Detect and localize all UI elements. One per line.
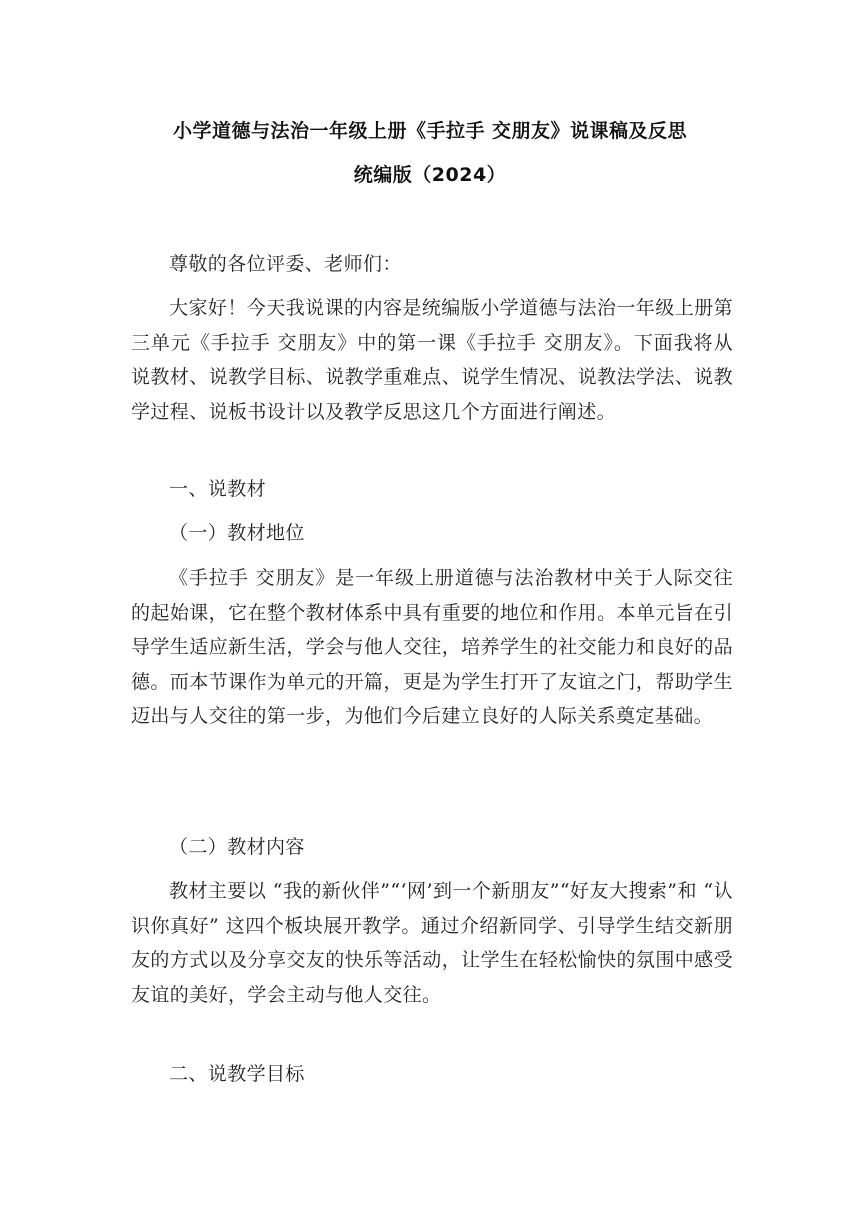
section-1-heading: 一、说教材	[169, 478, 267, 500]
section-2-heading: 二、说教学目标	[169, 1063, 305, 1085]
document-subtitle: 统编版（2024）	[353, 164, 507, 186]
intro-paragraph: 大家好！今天我说课的内容是统编版小学道德与法治一年级上册第三单元《手拉手 交朋友》中的第一课《手拉手 交朋友》。下面我将从说教材、说教学目标、说教学重难点、说学生情况、说教法学法、说教学过程、说板书设计以及教学反思这几个方面进行阐述。	[131, 297, 733, 423]
section-1-subheading-1: （一）教材地位	[169, 522, 305, 544]
section-1-paragraph-2: 教材主要以 “我的新伙伴”“‘网’到一个新朋友”“好友大搜索”和 “认识你真好” 这四个板块展开教学。通过介绍新同学、引导学生结交新朋友的方式以及分享交友的快乐等活动，让学生在轻松愉快的氛围中感受友谊的美好，学会主动与他人交往。	[131, 880, 733, 1006]
greeting: 尊敬的各位评委、老师们：	[169, 253, 402, 275]
section-1-paragraph-1: 《手拉手 交朋友》是一年级上册道德与法治教材中关于人际交往的起始课，它在整个教材体系中具有重要的地位和作用。本单元旨在引导学生适应新生活，学会与他人交往，培养学生的社交能力和良好的品德。而本节课作为单元的开篇，更是为学生打开了友谊之门，帮助学生迈出与人交往的第一步，为他们今后建立良好的人际关系奠定基础。	[131, 567, 733, 727]
document-title: 小学道德与法治一年级上册《手拉手 交朋友》说课稿及反思	[172, 120, 688, 142]
section-1-subheading-2: （二）教材内容	[169, 836, 305, 858]
